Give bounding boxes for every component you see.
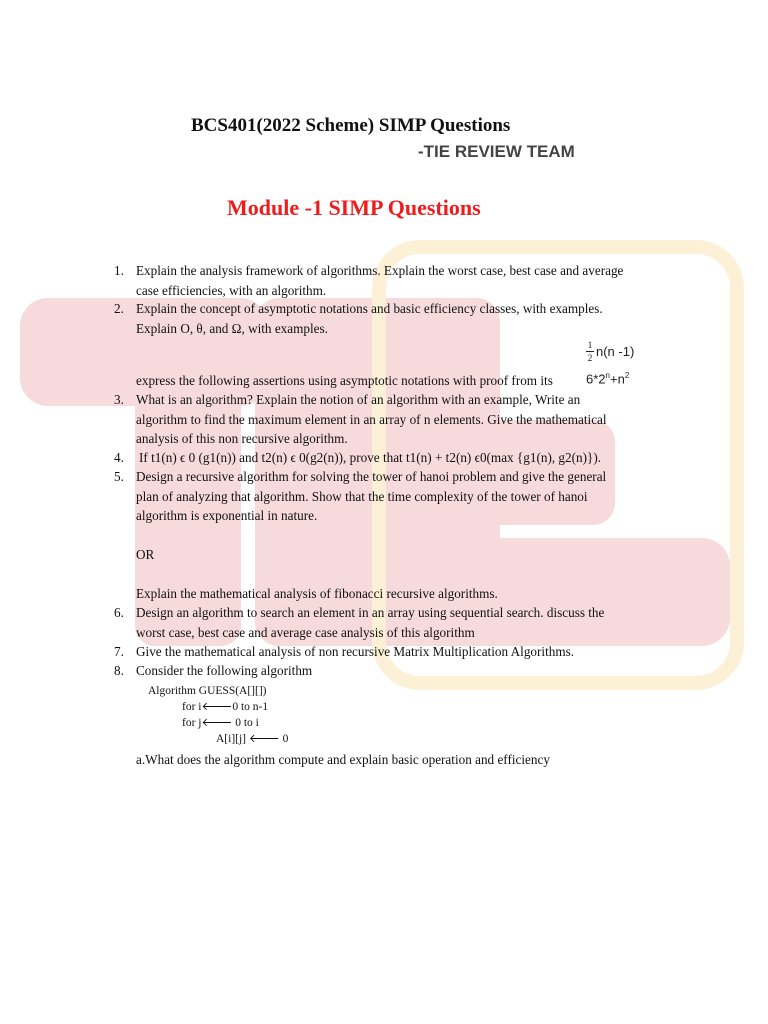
algorithm-line-2: for i🡐0 to n-1 — [182, 701, 269, 713]
question-5-line-3: algorithm is exponential in nature. — [136, 508, 318, 523]
fraction-denominator: 2 — [587, 353, 593, 363]
question-5-line-1: Design a recursive algorithm for solving the tower of hanoi problem and give the general — [136, 469, 607, 484]
question-4-line-1: If t1(n) ϵ 0 (g1(n)) and t2(n) ϵ 0(g2(n)), prove that t1(n) + t2(n) ϵ0(max {g1(n), g2(n)}). — [139, 450, 602, 465]
question-7-line-1: Give the mathematical analysis of non recursive Matrix Multiplication Algorithms. — [136, 644, 575, 659]
question-3-line-3: analysis of this non recursive algorithm. — [136, 431, 348, 446]
algorithm-line-4: A[i][j] 🡐 0 — [216, 733, 289, 745]
question-8-number: 8. — [114, 663, 124, 678]
algorithm-line-1: Algorithm GUESS(A[][]) — [148, 685, 267, 697]
question-5-or: OR — [136, 547, 155, 562]
question-3-line-2: algorithm to find the maximum element in an array of n elements. Give the mathematical — [136, 411, 607, 427]
formula-expression-2: $6*2^n+n^2$ — [586, 371, 630, 387]
question-2-line-1: Explain the concept of asymptotic notations and basic efficiency classes, with examples. — [136, 301, 603, 316]
question-6-line-1: Design an algorithm to search an element in an array using sequential search. discuss the — [136, 605, 605, 620]
question-1-line-2: case efficiencies, with an algorithm. — [136, 282, 327, 298]
question-3-line-1: What is an algorithm? Explain the notion of an algorithm with an example, Write an — [136, 392, 581, 407]
question-2-number: 2. — [114, 301, 124, 316]
question-7-number: 7. — [114, 644, 124, 659]
question-4-number: 4. — [114, 450, 124, 465]
formula-expression-1: n(n -1) — [596, 344, 635, 359]
question-8-line-1: Consider the following algorithm — [136, 663, 313, 678]
question-5-line-4: Explain the mathematical analysis of fibonacci recursive algorithms. — [136, 586, 498, 601]
question-8-part-a: a.What does the algorithm compute and explain basic operation and efficiency — [136, 752, 550, 767]
algorithm-line-3: for j🡐 0 to i — [182, 717, 259, 729]
formula-fraction — [586, 340, 594, 363]
page-subtitle: -TIE REVIEW TEAM — [418, 142, 575, 161]
question-5-number: 5. — [114, 469, 124, 484]
question-6-number: 6. — [114, 605, 124, 620]
page-title: BCS401(2022 Scheme) SIMP Questions — [191, 115, 511, 136]
question-3-number: 3. — [114, 392, 124, 407]
question-2-line-2: Explain O, θ, and Ω, with examples. — [136, 320, 328, 336]
fraction-numerator: 1 — [587, 340, 593, 350]
question-1-number: 1. — [114, 263, 124, 278]
module-heading: Module -1 SIMP Questions — [227, 195, 481, 220]
question-5-line-2: plan of analyzing that algorithm. Show that the time complexity of the tower of hanoi — [136, 488, 588, 504]
question-2-line-3: express the following assertions using asymptotic notations with proof from its — [136, 373, 553, 388]
question-1-line-1: Explain the analysis framework of algorithms. Explain the worst case, best case and average — [136, 263, 624, 278]
question-6-line-2: worst case, best case and average case analysis of this algorithm — [136, 624, 475, 640]
